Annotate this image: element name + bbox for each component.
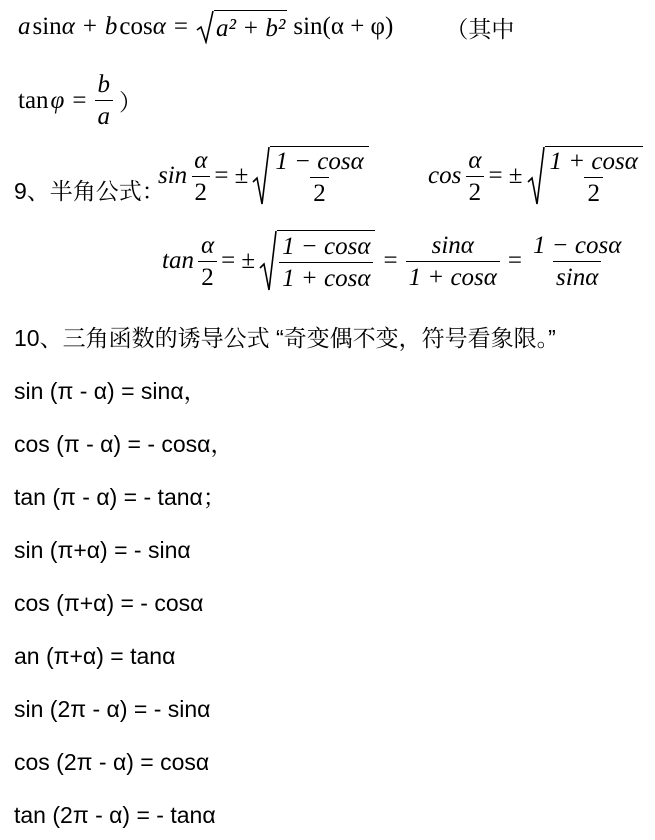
cos-half-fraction (547, 149, 641, 206)
formula-line: tan (π - α) = - tanα； (14, 484, 226, 510)
formula-line: cos (2π - α) = cosα (14, 749, 210, 775)
alpha-over-2 (191, 148, 210, 205)
sqrt-sin-half (252, 146, 368, 206)
equals-sign: = (507, 247, 523, 274)
numerator: 1 + cosα (549, 148, 638, 175)
alpha-symbol: α (468, 146, 482, 174)
denominator: 1 + cosα (406, 261, 500, 290)
radical-sign-icon (527, 146, 545, 206)
sin-half-fraction (272, 149, 366, 206)
tan-fn: tan (162, 247, 194, 274)
half-angle-cos (428, 146, 643, 206)
close-paren: ） (119, 89, 142, 115)
sqrt-a2-b2 (196, 10, 287, 44)
numerator-b: b (97, 71, 110, 98)
cos-fn: cos (428, 162, 462, 189)
alpha-symbol: α (194, 146, 208, 174)
numerator: 1 − cosα (282, 233, 371, 260)
half-angle-sin (158, 146, 369, 206)
formula-line: cos (π+α) = - cosα (14, 590, 204, 616)
induction-heading: 10、三角函数的诱导公式 “奇变偶不变，符号看象限。” (14, 325, 556, 351)
radicand: a² + b² (214, 10, 287, 44)
formula-line: sin (π+α) = - sinα (14, 537, 191, 563)
radical-sign-icon (259, 230, 277, 292)
equals-plus-minus: = ± (214, 162, 249, 189)
fraction-b-over-a (95, 72, 114, 129)
var-b: b (104, 13, 118, 40)
plus-sign: + (82, 13, 97, 40)
alpha-over-2 (465, 148, 484, 205)
sin-fn: sin (158, 162, 188, 189)
denominator: 2 (584, 177, 603, 206)
formula-line: an (π+α) = tanα (14, 643, 176, 669)
note-qizhong: （其中 (445, 15, 515, 42)
sin-over-1pluscos (406, 233, 500, 290)
equals-sign: = (72, 86, 87, 114)
var-a: a (18, 13, 31, 40)
radical-sign-icon (196, 10, 214, 44)
formula-line: sin (2π - α) = - sinα (14, 696, 211, 722)
alpha-symbol: α (61, 13, 75, 40)
1minuscos-over-sin (530, 233, 624, 290)
sqrt-tan-half (259, 230, 375, 292)
rhs-sin-alpha-phi: sin(α + φ) (293, 13, 394, 40)
tan-fn: tan (18, 86, 49, 114)
numerator: sinα (431, 231, 474, 259)
induction-formula-list (14, 376, 233, 840)
denominator: 2 (310, 177, 329, 206)
equals-sign: = (173, 13, 188, 40)
equals-plus-minus: = ± (488, 162, 523, 189)
formula-line: sin (π - α) = sinα， (14, 378, 207, 404)
numerator: 1 − cosα (275, 148, 364, 175)
alpha-symbol: α (200, 231, 215, 259)
identity-line-asin-bcos (18, 10, 514, 44)
half-angle-label: 9、半角公式： (14, 178, 165, 204)
two: 2 (192, 176, 211, 205)
denominator-a: a (95, 100, 114, 129)
two: 2 (466, 176, 485, 205)
alpha-over-2 (198, 233, 217, 290)
sin-fn: sin (32, 13, 62, 40)
phi-symbol: φ (50, 86, 65, 114)
half-angle-tan (162, 230, 624, 292)
sqrt-cos-half (527, 146, 643, 206)
tan-phi-line (18, 72, 142, 129)
radical-sign-icon (252, 146, 270, 206)
numerator: 1 − cosα (533, 231, 622, 259)
equals-plus-minus: = ± (221, 247, 256, 274)
alpha-symbol: α (152, 13, 166, 40)
formula-line: tan (2π - α) = - tanα (14, 802, 216, 828)
denominator: sinα (553, 261, 601, 290)
formula-line: cos (π - α) = - cosα， (14, 431, 234, 457)
denominator: 1 + cosα (279, 262, 373, 291)
equals-sign: = (383, 247, 398, 274)
two: 2 (198, 261, 217, 290)
tan-half-radicand-fraction (279, 234, 373, 291)
cos-fn: cos (119, 13, 153, 40)
